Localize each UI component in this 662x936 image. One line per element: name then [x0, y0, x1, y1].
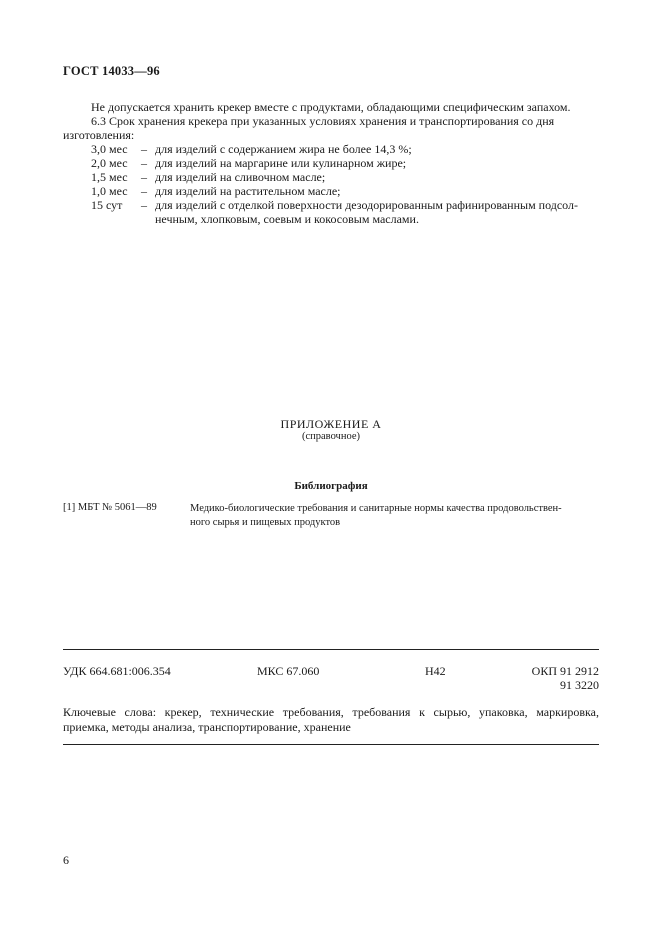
- shelf-life-term: 3,0 мес: [91, 142, 128, 156]
- shelf-life-condition: для изделий с отделкой поверхности дезодорированным рафинированным подсол-: [155, 198, 578, 212]
- okp-code-line: ОКП 91 2912: [531, 664, 599, 678]
- body-paragraph-shelf-life-continued: изготовления:: [63, 128, 135, 142]
- reference-text-line: ного сырья и пищевых продуктов: [190, 517, 341, 528]
- shelf-life-term: 15 сут: [91, 198, 123, 212]
- okp-code-line: 91 3220: [560, 678, 599, 692]
- list-dash: –: [141, 184, 147, 198]
- footer-top-divider: [63, 649, 599, 650]
- document-header: ГОСТ 14033—96: [63, 64, 160, 78]
- list-item: [91, 184, 341, 198]
- reference-text: [190, 502, 600, 530]
- list-dash: –: [141, 142, 147, 156]
- mks-code: МКС 67.060: [257, 664, 320, 678]
- keywords: [63, 705, 599, 735]
- shelf-life-condition: для изделий с содержанием жира не более 14,3 %;: [155, 142, 412, 156]
- keywords-line: приемка, методы анализа, транспортирование, хранение: [63, 720, 351, 734]
- h-code: Н42: [425, 664, 446, 678]
- footer-bottom-divider: [63, 744, 599, 745]
- appendix-title: ПРИЛОЖЕНИЕ А: [280, 417, 382, 431]
- list-item: [91, 170, 325, 184]
- list-dash: –: [141, 156, 147, 170]
- keywords-line: Ключевые слова: крекер, технические требования, требования к сырью, упаковка, маркировка,: [63, 705, 599, 719]
- okp-code: [480, 664, 599, 692]
- shelf-life-term: 2,0 мес: [91, 156, 128, 170]
- reference-text-line: Медико-биологические требования и санитарные нормы качества продовольствен-: [190, 503, 562, 514]
- shelf-life-term: 1,5 мес: [91, 170, 128, 184]
- reference-number: [1] МБТ № 5061—89: [63, 502, 157, 513]
- list-dash: –: [141, 170, 147, 184]
- body-paragraph-storage-restriction: Не допускается хранить крекер вместе с продуктами, обладающими специфическим запахом.: [91, 100, 571, 114]
- page-number: 6: [63, 853, 69, 867]
- list-item: [91, 142, 412, 156]
- shelf-life-term: 1,0 мес: [91, 184, 128, 198]
- bibliography-heading: Библиография: [294, 480, 368, 492]
- list-dash: –: [141, 198, 147, 212]
- list-item: [91, 156, 406, 170]
- body-paragraph-shelf-life: 6.3 Срок хранения крекера при указанных условиях хранения и транспортирования со дня: [91, 114, 555, 128]
- shelf-life-condition: для изделий на сливочном масле;: [155, 170, 326, 184]
- list-item: [91, 198, 578, 212]
- shelf-life-condition: для изделий на растительном масле;: [155, 184, 341, 198]
- udk-code: УДК 664.681:006.354: [63, 664, 171, 678]
- list-item-continuation: нечным, хлопковым, соевым и кокосовым маслами.: [155, 212, 419, 226]
- appendix-subtitle: (справочное): [302, 431, 360, 442]
- shelf-life-condition: для изделий на маргарине или кулинарном жире;: [155, 156, 407, 170]
